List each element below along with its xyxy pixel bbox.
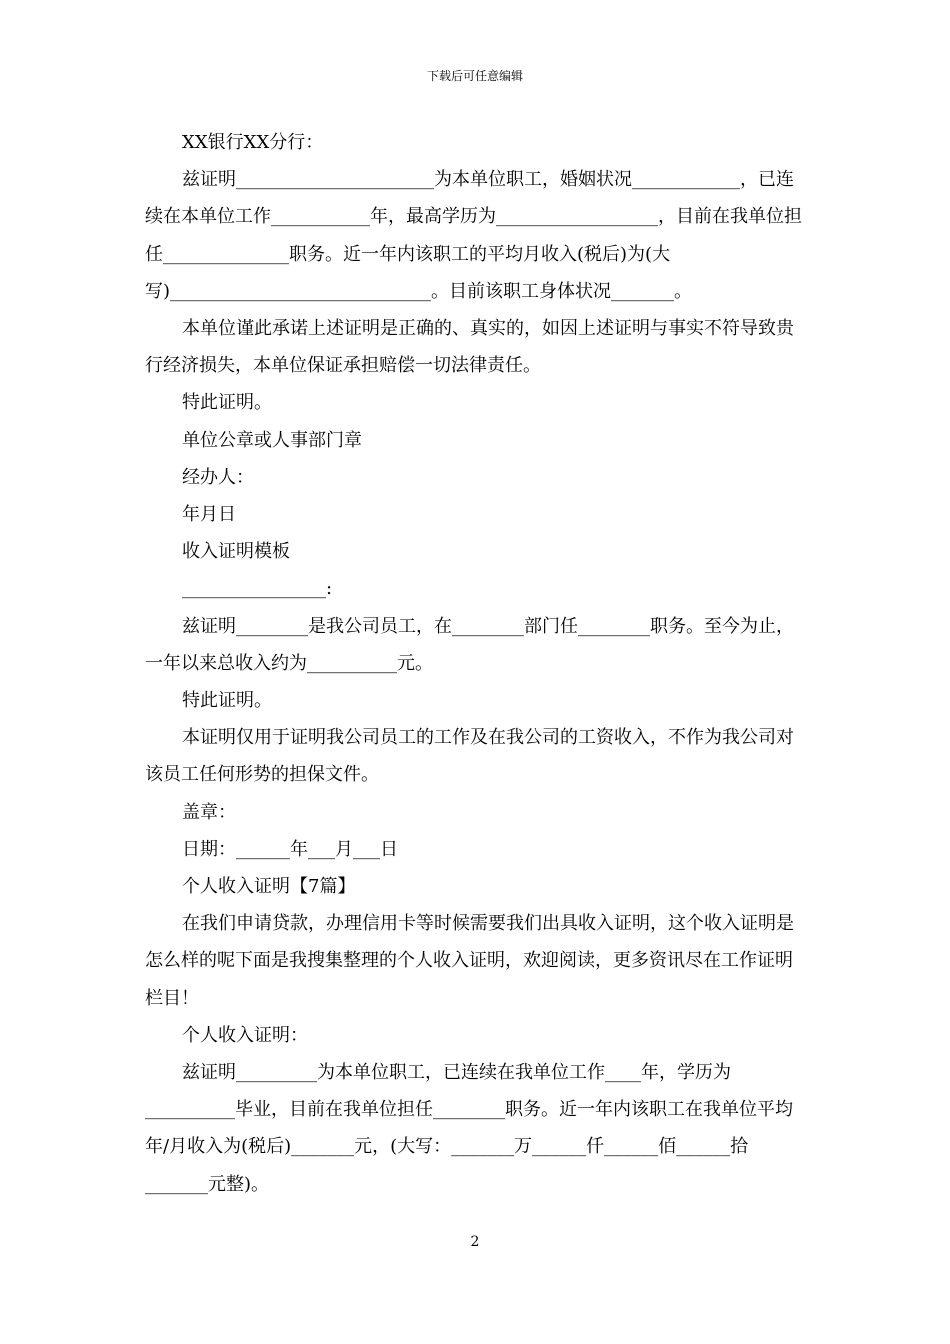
section-title-personal: 个人收入证明【7篇】 (182, 876, 356, 898)
seal-line: 单位公章或人事部门章 (182, 429, 362, 451)
intro-paragraph: 在我们申请贷款，办理信用卡等时候需要我们出具收入证明，这个收入证明是怎么样的呢下面是我搜集整理的个人收入证明，欢迎阅读，更多资讯尽在工作证明栏目！ (145, 913, 794, 1009)
stamp-line: 盖章： (182, 801, 236, 823)
section-title-template: 收入证明模板 (182, 541, 290, 563)
company-certificate-paragraph: 兹证明________是我公司员工，在________部门任________职务。至今为止，一年以来总收入约为__________元。 (145, 615, 794, 674)
bank-certificate-paragraph: 兹证明______________________为本单位职工，婚姻状况____________，已连续在本单位工作___________年，最高学历为__________________，目前在我单位担任______________职务。近一年内该职工的平均月收入(税后)为(大写)_____________________________。目前该职工身体状况_______。 (145, 169, 802, 302)
handler-line: 经办人： (182, 466, 254, 488)
usage-note-paragraph: 本证明仅用于证明我公司员工的工作及在我公司的工资收入，不作为我公司对该员工任何形势的担保文件。 (145, 727, 794, 786)
addressee-blank: ________________: (182, 578, 333, 600)
personal-certificate-paragraph: 兹证明_________为本单位职工，已连续在我单位工作____年，学历为__________毕业，目前在我单位担任________职务。近一年内该职工在我单位平均年/月收入为(税后)_______元，(大写：_______万______仟______佰______拾_______元整)。 (145, 1062, 793, 1195)
date-line: 年月日 (182, 504, 236, 526)
date-fill-line: 日期：______年___月___日 (182, 838, 398, 860)
personal-title-line: 个人收入证明： (182, 1024, 308, 1046)
document-body (145, 124, 807, 1203)
certify-closing-2: 特此证明。 (182, 690, 272, 712)
certify-closing: 特此证明。 (182, 392, 272, 414)
guarantee-paragraph: 本单位谨此承诺上述证明是正确的、真实的，如因上述证明与事实不符导致贵行经济损失，本单位保证承担赔偿一切法律责任。 (145, 318, 794, 377)
page-number: 2 (470, 1234, 480, 1250)
page-header: 下载后可任意编辑 (426, 69, 523, 83)
salutation: XX银行XX分行： (182, 132, 324, 153)
